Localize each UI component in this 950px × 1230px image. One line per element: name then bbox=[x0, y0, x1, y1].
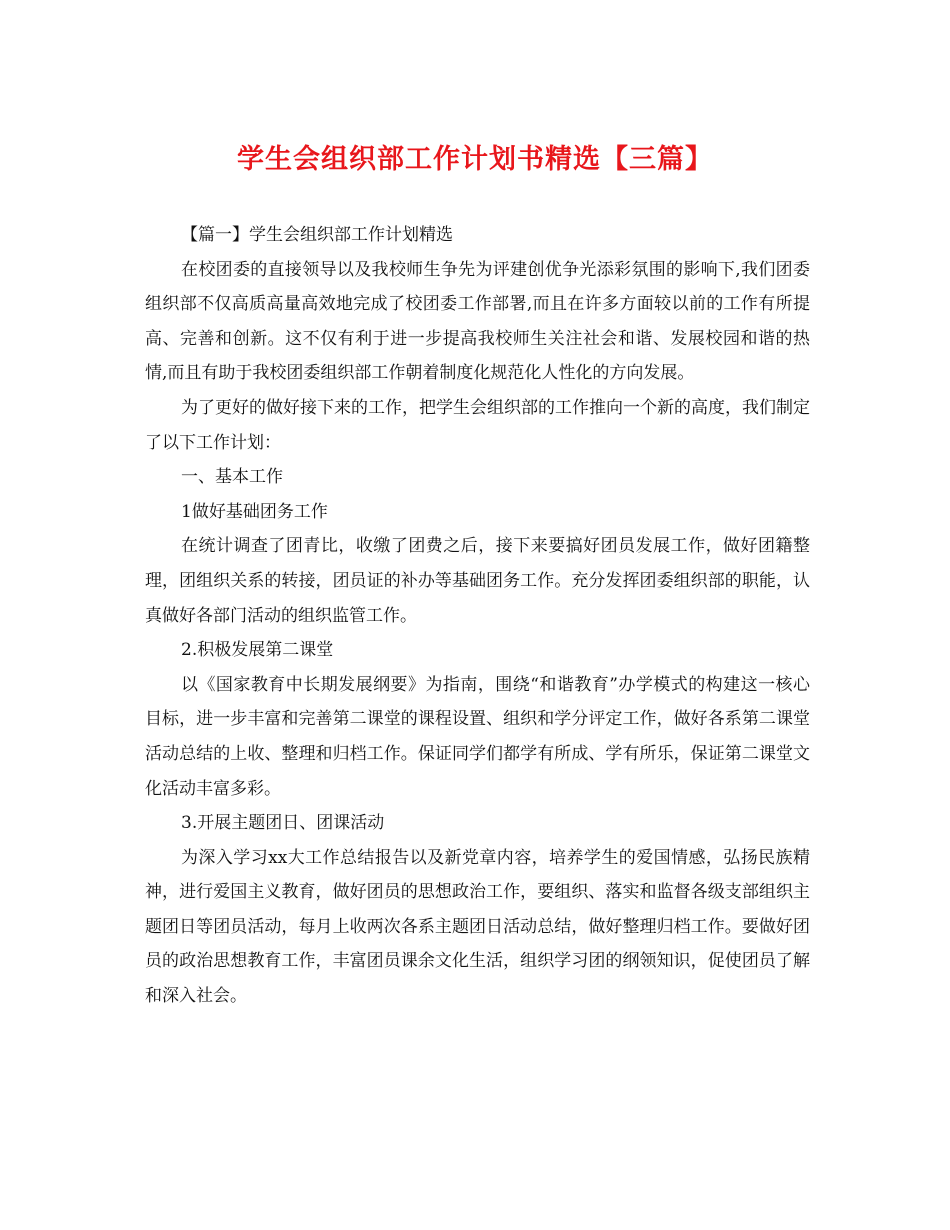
subsection-heading: 3.开展主题团日、团课活动 bbox=[181, 813, 385, 834]
document-title: 学生会组织部工作计划书精选【三篇】 bbox=[237, 144, 713, 175]
subsection-heading: 2.积极发展第二课堂 bbox=[181, 640, 334, 661]
section-heading: 【篇一】学生会组织部工作计划精选 bbox=[181, 225, 453, 245]
body-paragraph: 在统计调查了团青比，收缴了团费之后，接下来要搞好团员发展工作，做好团籍整理，团组织关系的转接，团员证的补办等基础团务工作。充分发挥团委组织部的职能，认真做好各部门活动的组织监管工作。 bbox=[145, 536, 810, 626]
document-body bbox=[145, 218, 810, 1014]
subsection-heading: 1做好基础团务工作 bbox=[181, 501, 328, 522]
body-paragraph: 为深入学习xx大工作总结报告以及新党章内容，培养学生的爱国情感，弘扬民族精神，进行爱国主义教育，做好团员的思想政治工作，要组织、落实和监督各级支部组织主题团日等团员活动，每月上收两次各系主题团日活动总结，做好整理归档工作。要做好团员的政治思想教育工作，丰富团员课余文化生活，组织学习团的纲领知识，促使团员了解和深入社会。 bbox=[145, 847, 810, 1007]
subsection-heading: 一、基本工作 bbox=[181, 467, 283, 488]
body-paragraph: 在校团委的直接领导以及我校师生争先为评建创优争光添彩氛围的影响下,我们团委组织部不仅高质高量高效地完成了校团委工作部署,而且在许多方面较以前的工作有所提高、完善和创新。这不仅有利于进一步提高我校师生关注社会和谐、发展校园和谐的热情,而且有助于我校团委组织部工作朝着制度化规范化人性化的方向发展。 bbox=[145, 259, 810, 384]
body-paragraph: 以《国家教育中长期发展纲要》为指南，围绕“和谐教育”办学模式的构建这一核心目标，进一步丰富和完善第二课堂的课程设置、组织和学分评定工作，做好各系第二课堂活动总结的上收、整理和归档工作。保证同学们都学有所成、学有所乐，保证第二课堂文化活动丰富多彩。 bbox=[145, 674, 810, 799]
body-paragraph: 为了更好的做好接下来的工作，把学生会组织部的工作推向一个新的高度，我们制定了以下工作计划： bbox=[145, 397, 810, 453]
